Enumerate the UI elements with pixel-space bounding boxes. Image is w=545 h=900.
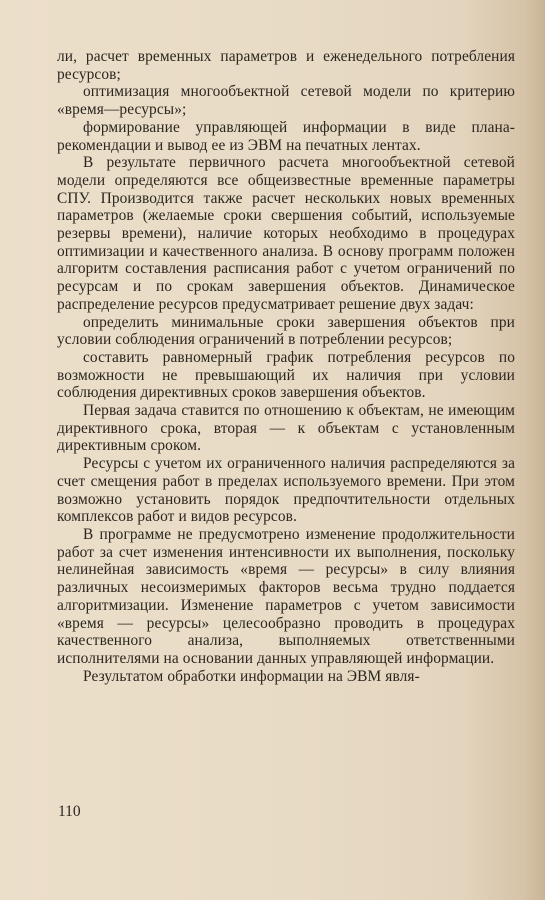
paragraph-4: В результате первичного расчета многообъектной сетевой модели определяются все общеизвестные временные параметры СПУ. Производится также расчет нескольких новых временных параметров (желаемые сроки свершения событий, используемые резервы времени), наличие которых необходимо в процедурах оптимизации и качественного анализа. В основу программ положен алгоритм составления расписания работ с учетом ограничений по ресурсам и по срокам завершения объектов. Динамическое распределение ресурсов предусматривает решение двух задач: bbox=[57, 154, 515, 313]
paragraph-10: Результатом обработки информации на ЭВМ явля- bbox=[83, 667, 420, 685]
paragraph-7: Первая задача ставится по отношению к объектам, не имеющим директивного срока, вторая — к объектам с установленным директивным сроком. bbox=[57, 402, 515, 455]
paragraph-1: ли, расчет временных параметров и еженедельного потребления ресурсов; bbox=[57, 48, 515, 83]
paragraph-5: определить минимальные сроки завершения объектов при условии соблюдения ограничений в потреблении ресурсов; bbox=[57, 313, 515, 349]
paragraph-3: формирование управляющей информации в виде плана-рекомендации и вывод ее из ЭВМ на печатных лентах. bbox=[57, 118, 515, 154]
page-number: 110 bbox=[58, 803, 81, 820]
paragraph-8: Ресурсы с учетом их ограниченного наличия распределяются за счет смещения работ в пределах используемого времени. При этом возможно установить порядок предпочтительности отдельных комплексов работ и видов ресурсов. bbox=[57, 455, 515, 526]
paragraph-9: В программе не предусмотрено изменение продолжительности работ за счет изменения интенсивности их выполнения, поскольку нелинейная зависимость «время — ресурсы» в силу влияния различных несоизмеримых факторов весьма трудно поддается алгоритмизации. Изменение параметров с учетом зависимости «время — ресурсы» целесообразно проводить в процедурах качественного анализа, выполняемых ответственными исполнителями на основании данных управляющей информации. bbox=[57, 525, 515, 667]
body-text bbox=[57, 48, 515, 685]
paragraph-6: составить равномерный график потребления ресурсов по возможности не превышающий их наличия при условии соблюдения директивных сроков завершения объектов. bbox=[57, 348, 515, 402]
paragraph-2: оптимизация многообъектной сетевой модели по критерию «время—ресурсы»; bbox=[57, 83, 515, 119]
